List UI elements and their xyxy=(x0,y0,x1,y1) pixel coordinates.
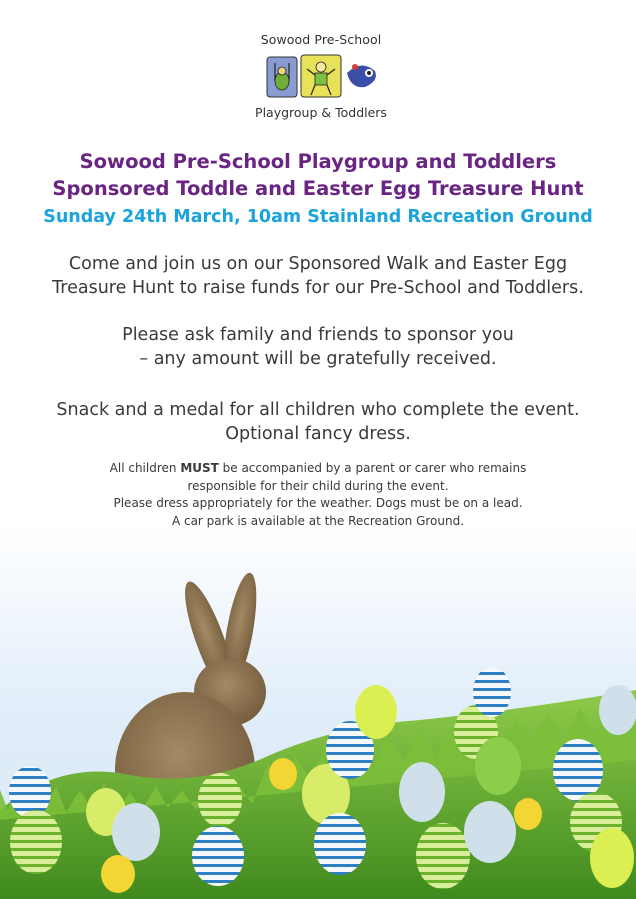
notes-line2: responsible for their child during the event. xyxy=(187,478,449,493)
event-title-line2: Sponsored Toddle and Easter Egg Treasure Hunt xyxy=(52,177,584,200)
easter-scene-image xyxy=(0,560,636,899)
preschool-logo xyxy=(236,32,406,128)
event-date-location: Sunday 24th March, 10am Stainland Recreation Ground xyxy=(43,207,593,227)
sponsor-line2: – any amount will be gratefully received. xyxy=(139,349,497,369)
intro-line1: Come and join us on our Sponsored Walk and Easter Egg xyxy=(68,254,568,274)
sponsor-paragraph xyxy=(0,323,636,371)
notes-must-emphasis: MUST xyxy=(180,461,219,475)
logo-bottom-text: Playgroup & Toddlers xyxy=(255,105,387,120)
notes-line4: A car park is available at the Recreation Ground. xyxy=(171,513,465,528)
notes-line1 xyxy=(0,460,636,478)
notes-line1-post: be accompanied by a parent or carer who remains xyxy=(218,461,527,475)
event-title-line1: Sowood Pre-School Playgroup and Toddlers xyxy=(79,150,557,173)
snack-line1: Snack and a medal for all children who complete the event. xyxy=(56,400,580,420)
snack-line2: Optional fancy dress. xyxy=(225,424,411,444)
notes-line1-pre: All children xyxy=(109,461,181,475)
logo-children-icon xyxy=(251,51,391,103)
intro-paragraph xyxy=(0,252,636,300)
sponsor-line1: Please ask family and friends to sponsor you xyxy=(122,325,514,345)
snack-paragraph xyxy=(0,398,636,446)
safety-notes xyxy=(0,460,636,530)
logo-top-text: Sowood Pre-School xyxy=(260,32,382,47)
intro-line2: Treasure Hunt to raise funds for our Pre-School and Toddlers. xyxy=(52,278,584,298)
notes-line3: Please dress appropriately for the weather. Dogs must be on a lead. xyxy=(113,496,523,510)
